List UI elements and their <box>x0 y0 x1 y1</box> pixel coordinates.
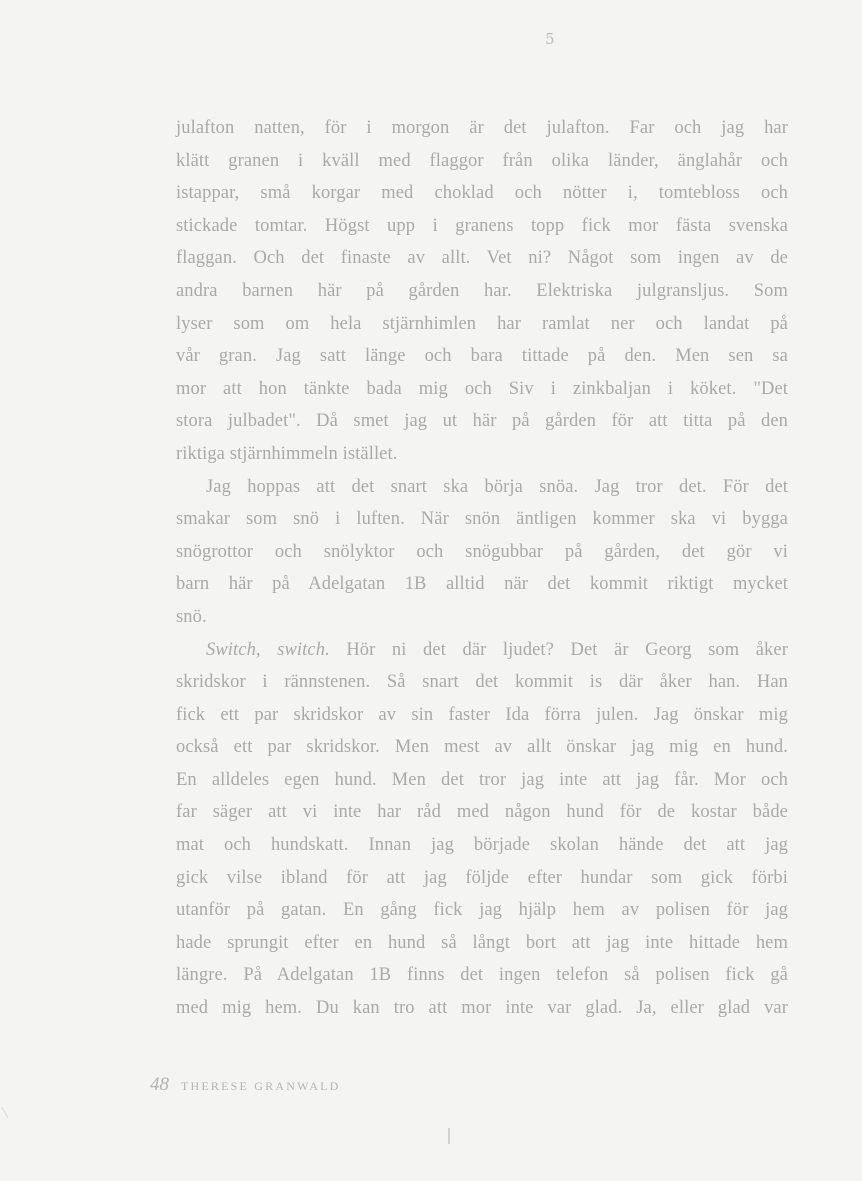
text-line: utanför på gatan. En gång fick jag hjälp hem av polisen för jag <box>176 900 788 921</box>
text-line: fick ett par skridskor av sin faster Ida förra julen. Jag önskar mig <box>176 704 788 725</box>
text-line: med mig hem. Du kan tro att mor inte var glad. Ja, eller glad var <box>176 998 788 1019</box>
text-line: också ett par skridskor. Men mest av allt önskar jag mig en hund. <box>176 737 788 758</box>
text-line: far säger att vi inte har råd med någon hund för de kostar både <box>176 802 788 823</box>
body-text <box>176 112 788 1025</box>
text-line: smakar som snö i luften. När snön äntligen kommer ska vi bygga <box>176 509 788 530</box>
text-line: hade sprungit efter en hund så långt bort att jag inte hittade hem <box>176 932 788 953</box>
edge-mark <box>1 1104 13 1118</box>
scan-mark <box>448 1128 450 1144</box>
text-line: snö. <box>176 606 207 627</box>
sound-effect-text: Switch, switch. <box>206 639 330 660</box>
text-line: klätt granen i kväll med flaggor från olika länder, änglahår och <box>176 150 788 171</box>
text-line: En alldeles egen hund. Men det tror jag inte att jag får. Mor och <box>176 769 788 790</box>
text-line-rest: Hör ni det där ljudet? Det är Georg som åker <box>329 639 788 660</box>
text-line: gick vilse ibland för att jag följde efter hundar som gick förbi <box>176 867 788 888</box>
text-line: mor att hon tänkte bada mig och Siv i zinkbaljan i köket. "Det <box>176 378 788 399</box>
text-line: mat och hundskatt. Innan jag började skolan hände det att jag <box>176 835 788 856</box>
text-line: Jag hoppas att det snart ska börja snöa. Jag tror det. För det <box>206 476 788 497</box>
text-line: skridskor i rännstenen. Så snart det kommit is där åker han. Han <box>176 672 788 693</box>
page-number: 48 <box>150 1074 169 1095</box>
text-line: snögrottor och snölyktor och snögubbar på gården, det gör vi <box>176 541 788 562</box>
text-line: barn här på Adelgatan 1B alltid när det kommit riktigt mycket <box>176 574 788 595</box>
page-footer <box>150 1074 341 1096</box>
text-line: flaggan. Och det finaste av allt. Vet ni? Något som ingen av de <box>176 248 788 269</box>
running-head: THERESE GRANWALD <box>181 1079 341 1093</box>
text-line: stickade tomtar. Högst upp i granens topp fick mor fästa svenska <box>176 215 788 236</box>
paragraph-2 <box>176 471 788 634</box>
text-line: istappar, små korgar med choklad och nötter i, tomtebloss och <box>176 183 788 204</box>
text-line: riktiga stjärnhimmeln istället. <box>176 443 398 464</box>
text-line: längre. På Adelgatan 1B finns det ingen telefon så polisen fick gå <box>176 965 788 986</box>
paragraph-1 <box>176 112 788 471</box>
text-line: julafton natten, för i morgon är det julafton. Far och jag har <box>176 118 788 138</box>
paragraph-3 <box>176 634 788 1025</box>
text-line: andra barnen här på gården har. Elektriska julgransljus. Som <box>176 280 788 301</box>
text-line: stora julbadet". Då smet jag ut här på gården för att titta på den <box>176 411 788 432</box>
text-line <box>176 634 788 667</box>
text-line: vår gran. Jag satt länge och bara tittade på den. Men sen sa <box>176 346 788 367</box>
top-page-mark: 5 <box>545 30 555 48</box>
text-line: lyser som om hela stjärnhimlen har ramlat ner och landat på <box>176 313 788 334</box>
